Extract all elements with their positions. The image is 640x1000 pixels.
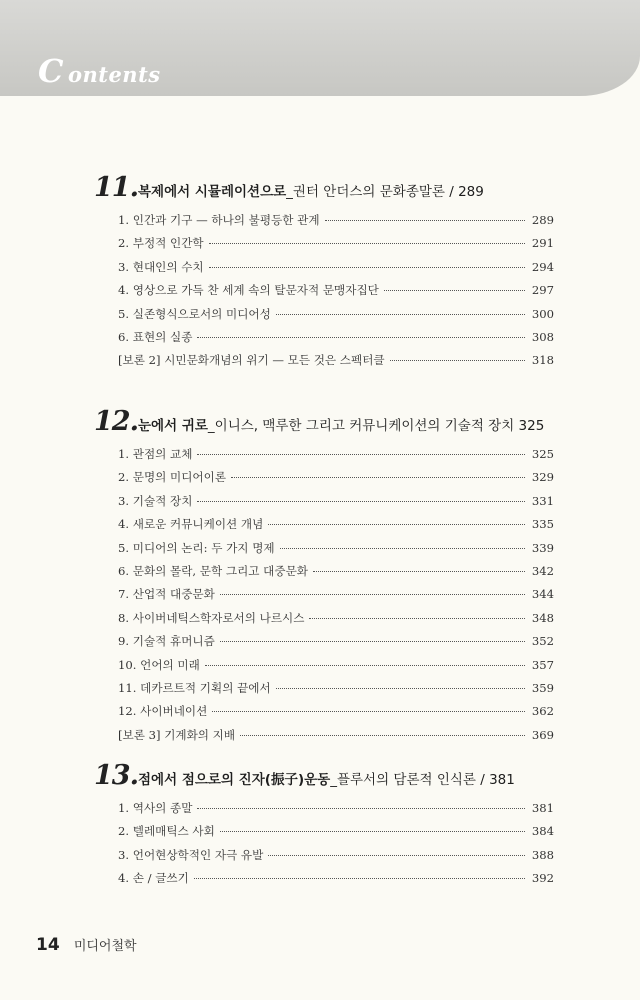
entry-title: 4. 새로운 커뮤니케이션 개념 [118,517,264,532]
toc-entry-list [94,800,554,894]
entry-page: 357 [531,657,554,672]
toc-entry [118,800,554,823]
toc-entry [118,847,554,870]
section-heading [94,172,554,208]
entry-page: 331 [531,493,554,508]
entry-title: 6. 문화의 몰락, 문학 그리고 대중문화 [118,563,308,578]
toc-entry [118,352,554,375]
dot-leader [209,243,525,244]
section-number: 11. [94,172,138,203]
dot-leader [197,808,525,809]
dot-leader [268,855,525,856]
dot-leader [209,267,525,268]
dot-leader [197,501,525,502]
entry-title: 11. 데카르트적 기획의 끝에서 [118,680,271,695]
entry-page: 359 [531,680,554,695]
entry-page: 381 [531,801,554,815]
page-footer [36,935,137,955]
entry-title: 5. 실존형식으로서의 미디어성 [118,306,271,321]
contents-heading: Contents [38,52,161,90]
toc-entry [118,563,554,586]
dot-leader [325,220,525,221]
dot-leader [276,314,525,315]
toc-entry [118,657,554,680]
dot-leader [197,337,525,338]
dot-leader [313,571,525,572]
section-number: 12. [94,406,138,437]
toc-entry [118,306,554,329]
dot-leader [220,594,525,595]
toc-entry [118,870,554,893]
dot-leader [240,735,525,736]
dot-leader [212,711,525,712]
dot-leader [220,641,525,642]
entry-title: 4. 영상으로 가득 찬 세계 속의 탈문자적 문맹자집단 [118,283,379,298]
entry-page: 294 [531,259,554,274]
toc-entry [118,540,554,563]
toc-entry [118,516,554,539]
entry-title: 6. 표현의 실종 [118,329,193,344]
toc-entry [118,823,554,846]
toc-entry [118,493,554,516]
section-title: 복제에서 시뮬레이션으로_권터 안더스의 문화종말론 / 289 [138,184,484,200]
section-heading [94,760,554,796]
entry-title: 3. 현대인의 수치 [118,259,204,274]
dot-leader [231,477,525,478]
entry-title: 2. 부정적 인간학 [118,236,204,251]
dot-leader [268,524,525,525]
entry-title: 2. 문명의 미디어이론 [118,470,227,485]
toc-entry [118,633,554,656]
entry-title: 7. 산업적 대중문화 [118,587,215,602]
toc-entry [118,586,554,609]
toc-entry [118,235,554,258]
section-title: 눈에서 귀로_이니스, 맥루한 그리고 커뮤니케이션의 기술적 장치 325 [138,418,545,434]
toc-section-11 [94,172,554,376]
entry-page: 289 [531,213,554,227]
entry-title: 4. 손 / 글쓰기 [118,871,189,886]
entry-page: 335 [531,517,554,532]
dot-leader [276,688,525,689]
entry-title: [보론 2] 시민문화개념의 위기 — 모든 것은 스펙터클 [118,353,385,368]
toc-section-12 [94,406,554,750]
entry-page: 325 [531,447,554,461]
entry-page: 308 [531,329,554,344]
dot-leader [194,878,525,879]
entry-title: 1. 역사의 종말 [118,801,193,815]
toc-entry-list [94,446,554,750]
dot-leader [205,665,525,666]
entry-page: 318 [531,353,554,368]
entry-title: 2. 텔레매틱스 사회 [118,824,215,839]
toc-entry [118,212,554,235]
toc-entry [118,282,554,305]
entry-page: 329 [531,470,554,485]
toc-section-13 [94,760,554,894]
entry-title: 1. 인간과 기구 — 하나의 불평등한 관계 [118,213,320,227]
dot-leader [220,831,525,832]
dot-leader [384,290,525,291]
entry-title: 12. 사이버네이션 [118,704,208,719]
entry-page: 300 [531,306,554,321]
page-number: 14 [36,935,60,955]
entry-title: 9. 기술적 휴머니즘 [118,634,215,649]
dot-leader [390,360,525,361]
toc-entry [118,329,554,352]
entry-title: 10. 언어의 미래 [118,657,200,672]
dot-leader [197,454,525,455]
toc-entry-list [94,212,554,376]
toc-entry [118,703,554,726]
entry-title: 8. 사이버네틱스학자로서의 나르시스 [118,610,305,625]
entry-page: 297 [531,283,554,298]
toc-entry [118,259,554,282]
entry-page: 362 [531,704,554,719]
entry-title: 3. 언어현상학적인 자극 유발 [118,847,264,862]
toc-entry [118,610,554,633]
toc-entry [118,727,554,750]
entry-page: 291 [531,236,554,251]
entry-title: 3. 기술적 장치 [118,493,193,508]
entry-title: 1. 관점의 교체 [118,447,193,461]
section-heading [94,406,554,442]
toc-entry [118,680,554,703]
dot-leader [280,548,525,549]
entry-page: 388 [531,847,554,862]
entry-page: 342 [531,563,554,578]
toc-entry [118,446,554,469]
entry-page: 344 [531,587,554,602]
entry-page: 384 [531,824,554,839]
entry-page: 339 [531,540,554,555]
book-title: 미디어철학 [73,939,137,954]
entry-page: 392 [531,871,554,886]
entry-page: 369 [531,727,554,742]
entry-page: 352 [531,634,554,649]
entry-title: [보론 3] 기계화의 지배 [118,727,236,742]
dot-leader [309,618,525,619]
section-title: 점에서 점으로의 진자(振子)운동_플루서의 담론적 인식론 / 381 [138,772,515,788]
entry-page: 348 [531,610,554,625]
section-number: 13. [94,760,138,791]
toc-entry [118,469,554,492]
entry-title: 5. 미디어의 논리: 두 가지 명제 [118,540,275,555]
